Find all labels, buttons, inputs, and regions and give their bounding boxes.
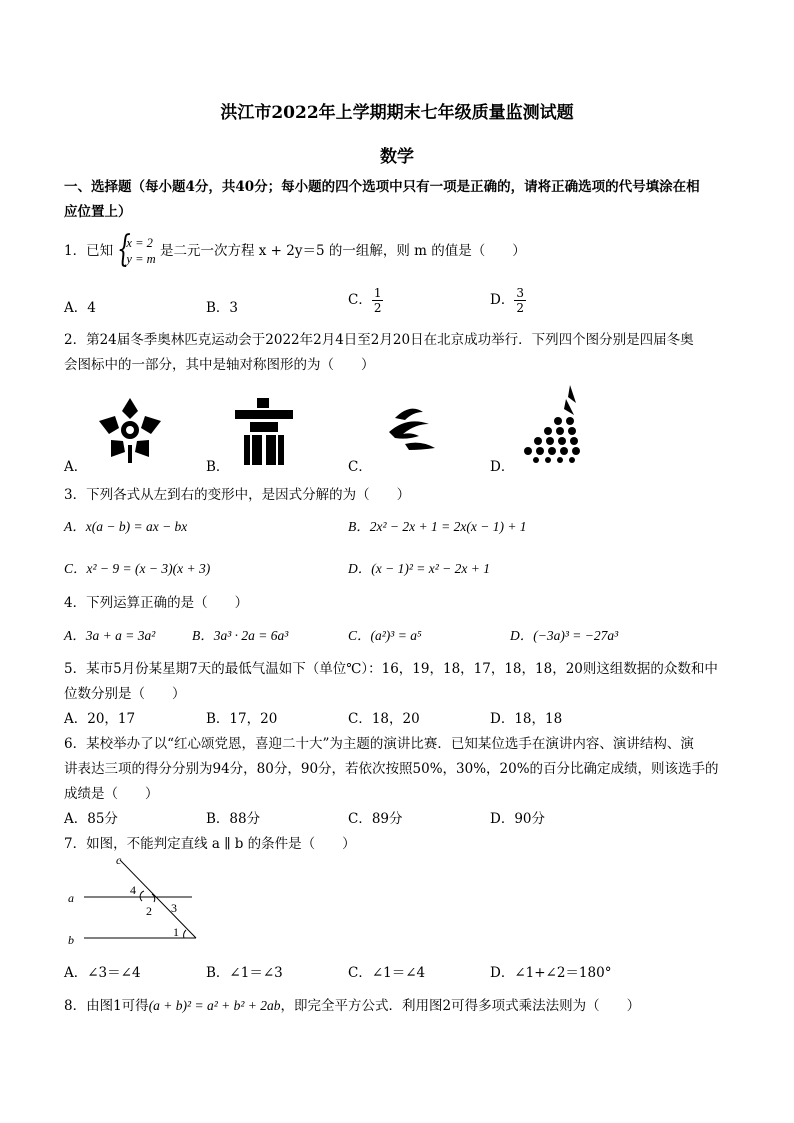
fig-label-b: b (68, 933, 74, 947)
fig-angle-4: 4 (130, 883, 136, 897)
q7-option-b: B．∠1＝∠3 (206, 965, 283, 981)
q2-option-b: B． (206, 459, 230, 475)
parallel-lines-figure (60, 852, 220, 952)
q1-sys-line2: y = m (126, 251, 156, 266)
wave-emblem-image (385, 398, 445, 458)
question-7: 7．如图，不能判定直线 a ∥ b 的条件是（ ） (64, 836, 356, 852)
snowflake-emblem-image (95, 395, 165, 465)
q3-option-b: B．2x² − 2x + 1 = 2x(x − 1) + 1 (348, 519, 527, 534)
q8-suffix: ，即完全平方公式．利用图2可得多项式乘法法则为（ ） (280, 998, 641, 1014)
subject-title: 数学 (380, 147, 414, 167)
question-3: 3．下列各式从左到右的变形中，是因式分解的为（ ） (64, 487, 411, 503)
question-4: 4．下列运算正确的是（ ） (64, 595, 249, 611)
q8-formula: (a + b)² = a² + b² + 2ab (148, 998, 281, 1013)
q7-option-a: A．∠3＝∠4 (64, 965, 141, 981)
q1-option-a: A．4 (64, 300, 96, 316)
q1-equation-system: { x = 2 y = m (117, 229, 156, 270)
question-5: 5．某市5月份某星期7天的最低气温如下（单位℃）：16，19，18，17，18，18，20则这组数据的众数和中 (64, 661, 718, 677)
dotted-triangle-emblem-image (518, 385, 596, 463)
q1-prefix: 1．已知 (64, 243, 114, 260)
section-heading-cont: 应位置上） (64, 204, 132, 220)
inukshuk-emblem-image (232, 398, 297, 466)
q3-option-d: D．(x − 1)² = x² − 2x + 1 (348, 561, 491, 576)
q6-option-b: B．88分 (206, 811, 261, 827)
q6-option-a: A．85分 (64, 811, 118, 827)
question-6-cont2: 成绩是（ ） (64, 786, 159, 802)
fig-label-c: c (116, 853, 122, 867)
q8-prefix: 8．由图1可得 (64, 998, 149, 1014)
question-2-cont: 会图标中的一部分，其中是轴对称图形的为（ ） (64, 357, 375, 373)
fig-angle-3: 3 (171, 901, 177, 915)
section-heading: 一、选择题（每小题4分，共40分；每小题的四个选项中只有一项是正确的，请将正确选项的代号填涂在相 (64, 179, 700, 195)
q1-c-numerator: 1 (373, 286, 382, 300)
question-5-cont: 位数分别是（ ） (64, 686, 186, 702)
fig-angle-1: 1 (173, 925, 179, 939)
q5-option-c: C．18，20 (348, 711, 420, 727)
question-1 (64, 229, 526, 270)
q1-d-numerator: 3 (516, 286, 524, 300)
q2-option-d: D． (490, 459, 515, 475)
q1-d-denominator: 2 (516, 301, 524, 315)
q5-option-d: D．18，18 (490, 711, 563, 727)
fig-angle-2: 2 (146, 904, 152, 918)
q1-option-c-label: C． (348, 292, 372, 308)
q7-option-d: D．∠1+∠2＝180° (490, 965, 612, 981)
q6-option-d: D．90分 (490, 811, 546, 827)
q5-option-b: B．17，20 (206, 711, 278, 727)
q7-option-c: C．∠1＝∠4 (348, 965, 426, 981)
question-8 (64, 994, 640, 1014)
q5-option-a: A．20，17 (64, 711, 136, 727)
question-2: 2．第24届冬季奥林匹克运动会于2022年2月4日至2月20日在北京成功举行．下列四个图分别是四届冬奥 (64, 332, 694, 348)
q4-option-a: A．3a + a = 3a² (64, 628, 156, 643)
q6-option-c: C．89分 (348, 811, 403, 827)
q4-option-b: B．3a³ · 2a = 6a³ (192, 628, 289, 643)
q1-option-b: B．3 (206, 300, 239, 316)
q1-option-d (490, 287, 526, 314)
q3-option-a: A．x(a − b) = ax − bx (64, 519, 188, 534)
fig-label-a: a (68, 891, 74, 905)
q1-suffix: 是二元一次方程 x + 2y＝5 的一组解，则 m 的值是（ ） (159, 243, 526, 260)
q1-option-c (348, 287, 383, 314)
q4-option-d: D．(−3a)³ = −27a³ (510, 628, 619, 643)
page-title: 洪江市2022年上学期期末七年级质量监测试题 (220, 103, 574, 123)
q4-option-c: C．(a²)³ = a⁵ (348, 628, 422, 643)
question-6: 6．某校举办了以“红心颂党恩，喜迎二十大”为主题的演讲比赛．已知某位选手在演讲内容、演讲结构、演 (64, 736, 694, 752)
q1-sys-line1: x = 2 (126, 236, 153, 250)
q2-option-c: C． (348, 459, 372, 475)
question-6-cont: 讲表达三项的得分分别为94分，80分，90分，若依次按照50%，30%，20%的百分比确定成绩，则该选手的 (64, 761, 719, 777)
q3-option-c: C．x² − 9 = (x − 3)(x + 3) (64, 561, 211, 576)
q1-c-denominator: 2 (373, 301, 382, 315)
q2-option-a: A． (64, 459, 88, 475)
q1-option-d-label: D． (490, 292, 515, 308)
